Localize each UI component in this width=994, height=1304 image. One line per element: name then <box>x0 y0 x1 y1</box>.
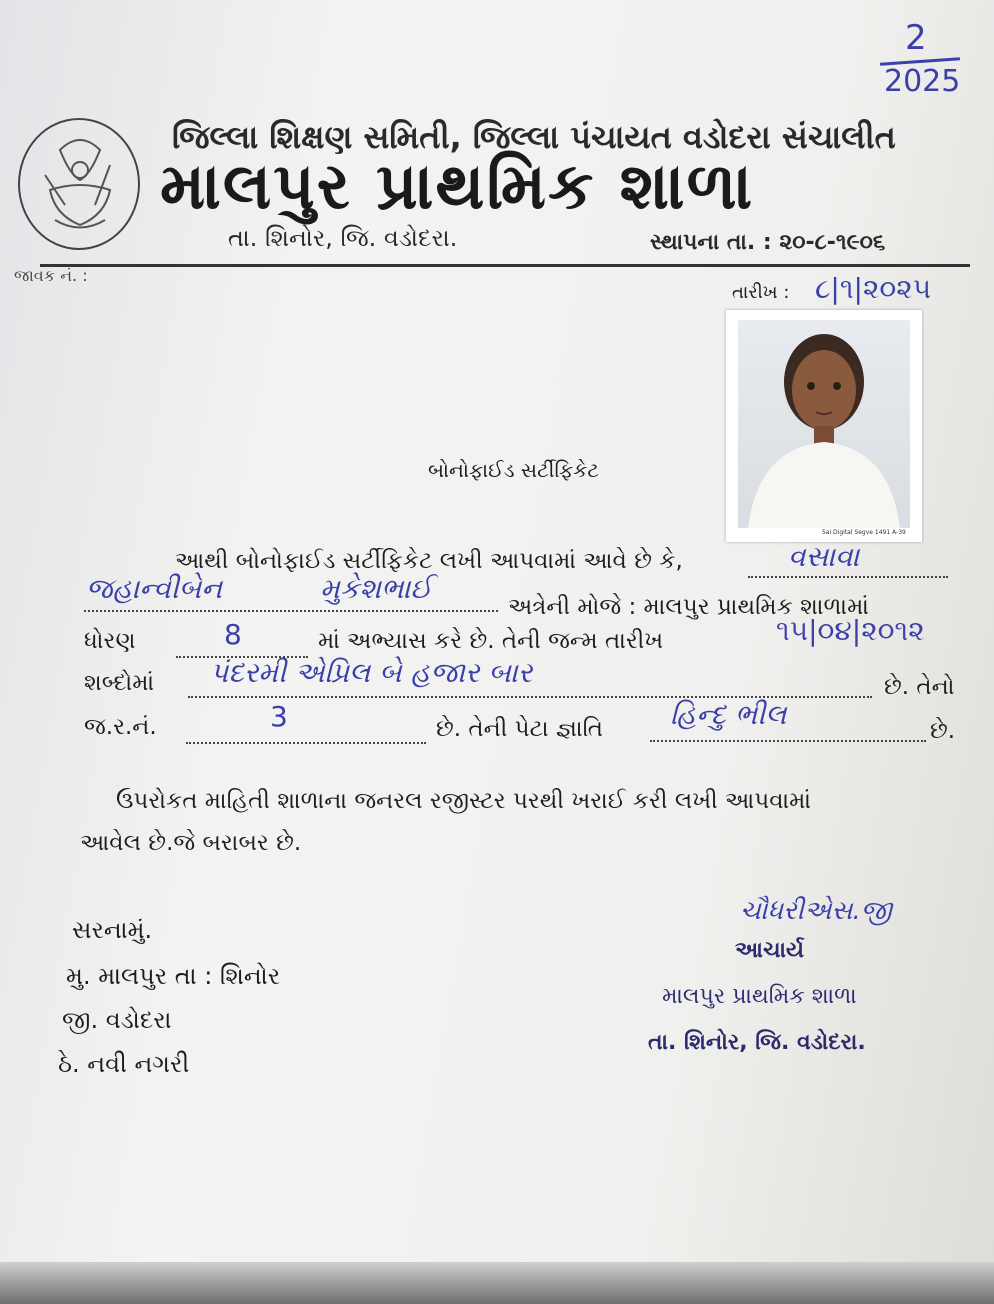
body-line4-end: છે. તેનો <box>884 674 955 700</box>
dob-words-field <box>188 656 872 698</box>
body-line1-text: આથી બોનોફાઈડ સર્ટીફિકેટ લખી આપવામાં આવે છે કે, <box>175 548 683 574</box>
body-line2-text: અત્રેની મોજે : માલપુર પ્રાથમિક શાળામાં <box>508 594 869 620</box>
gr-label: જ.ર.નં. <box>84 714 157 740</box>
certificate-title: બોનોફાઈડ સર્ટીફિકેટ <box>428 458 600 482</box>
address-line2: જી. વડોદરા <box>62 1006 172 1034</box>
body-line5-text: છે. તેની પેટા જ્ઞાતિ <box>436 716 604 742</box>
header-location: તા. શિનોર, જિ. વડોદરા. <box>228 224 458 252</box>
school-name: માલપુર પ્રાથમિક શાળા <box>160 150 755 224</box>
address-label: સરનામું. <box>72 916 153 944</box>
student-name: જહાન્વીબેન <box>86 572 223 605</box>
date-value: ૮|૧|૨૦૨૫ <box>815 272 932 305</box>
caste-field <box>650 698 926 742</box>
saraswati-logo <box>18 118 140 250</box>
gr-value: 3 <box>270 700 288 733</box>
dob-value: ૧૫|૦૪|૨૦૧૨ <box>776 614 925 647</box>
photo-caption: Sai Digital Segve 1491 A-39 <box>822 529 906 536</box>
established-date: સ્થાપના તા. : ૨૦-૮-૧૯૦૬ <box>650 230 886 255</box>
signature-location: તા. શિનોર, જિ. વડોદરા. <box>648 1030 866 1055</box>
designation: આચાર્ય <box>735 938 804 963</box>
caste-value: હિન્દુ ભીલ <box>670 698 787 731</box>
gr-field <box>186 700 426 744</box>
header-divider <box>40 264 970 267</box>
date-label: તારીખ : <box>732 282 790 303</box>
father-name: મુકેશભાઈ <box>320 572 433 605</box>
bottom-shadow <box>0 1262 994 1304</box>
para2-line2: આવેલ છે.જે બરાબર છે. <box>80 830 302 856</box>
address-line1: મુ. માલપુર તા : શિનોર <box>66 962 281 990</box>
surname-field <box>748 540 948 578</box>
body-line3-text: માં અભ્યાસ કરે છે. તેની જન્મ તારીખ <box>318 628 664 654</box>
body-line5-end: છે. <box>930 718 956 744</box>
principal-signature: ચૌધરીએસ.જી <box>740 896 892 926</box>
words-label: શબ્દોમાં <box>84 670 155 696</box>
year-mark: 2025 <box>884 64 961 99</box>
std-value: 8 <box>224 618 242 651</box>
outward-number-label: જાવક નં. : <box>14 266 88 285</box>
address-line3: ઠે. નવી નગરી <box>58 1050 190 1078</box>
student-photo <box>726 310 922 542</box>
surname-value: વસાવા <box>788 540 860 573</box>
std-label: ધોરણ <box>84 628 136 654</box>
header-line1: જિલ્લા શિક્ષણ સમિતી, જિલ્લા પંચાયત વડોદરા સંચાલીત <box>172 118 896 156</box>
std-field <box>176 618 308 658</box>
page-number: 2 <box>905 18 927 58</box>
dob-words-value: પંદરમી એપ્રિલ બે હજાર બાર <box>210 656 533 689</box>
para2-line1: ઉપરોકત માહિતી શાળાના જનરલ રજીસ્ટર પરથી ખરાઈ કરી લખી આપવામાં <box>116 788 812 814</box>
signature-school: માલપુર પ્રાથમિક શાળા <box>662 984 857 1009</box>
name-field <box>84 572 498 612</box>
